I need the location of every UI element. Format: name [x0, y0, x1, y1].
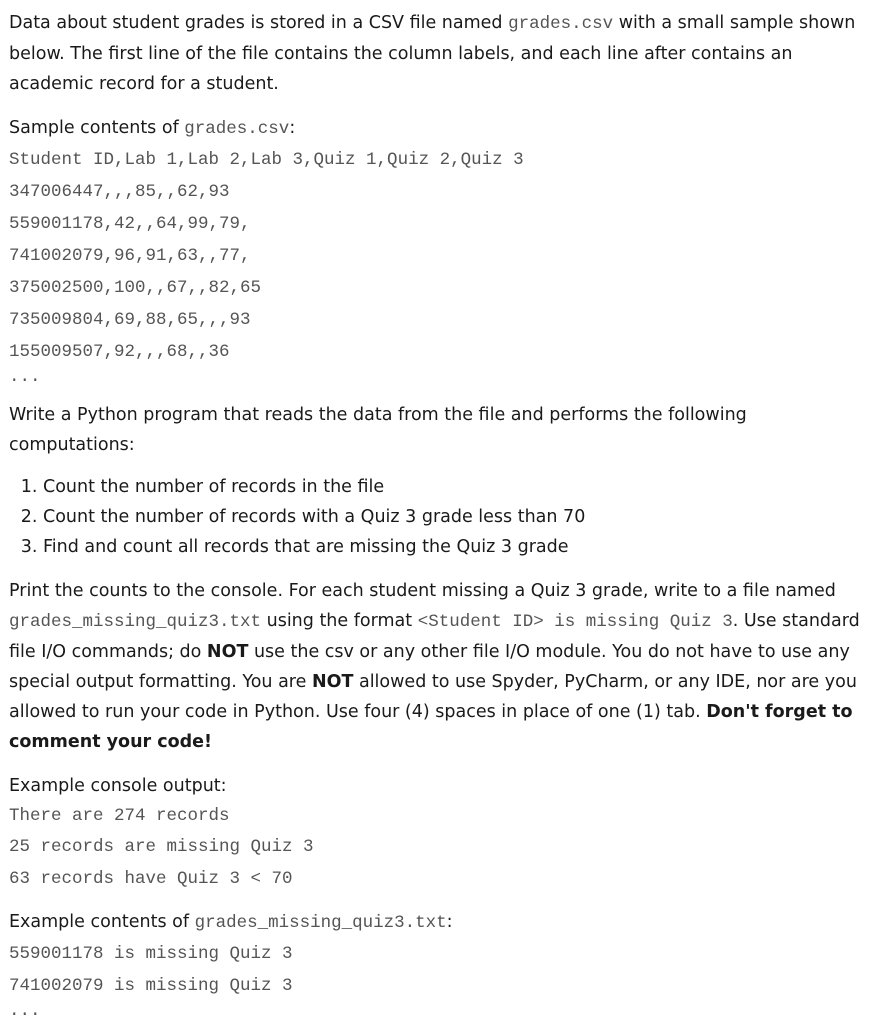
task-item: 1. Count the number of records in the file: [43, 472, 867, 502]
output-line: 741002079 is missing Quiz 3: [9, 976, 293, 996]
output-ellipsis: ...: [9, 1001, 41, 1021]
instructions-paragraph: Print the counts to the console. For each student missing a Quiz 3 grade, write to a file named grades_missing_quiz3.txt using the format <Student ID> is missing Quiz 3. Use standard file I/O commands; do NOT use the csv or any other file I/O module. You do not have to use any special output formatting. You are NOT allowed to use Spyder, PyCharm, or any IDE, nor are you allowed to run your code in Python. Use four (4) spaces in place of one (1) tab. Don't forget to comment your code!: [9, 581, 860, 752]
console-output-block: [9, 801, 867, 895]
console-line: 63 records have Quiz 3 < 70: [9, 869, 293, 889]
intro-text-after: with a small sample shown below. The first line of the file contains the column labels, and each line after contains an academic record for a student.: [9, 13, 856, 94]
csv-record-line: 375002500,100,,67,,82,65: [9, 278, 262, 298]
output-example-file-name: grades_missing_quiz3.txt: [194, 913, 447, 933]
sample-file-name: grades.csv: [184, 119, 290, 139]
task-item: 2. Count the number of records with a Quiz 3 grade less than 70: [43, 502, 867, 532]
emphasis-not: NOT: [311, 672, 354, 692]
comment-reminder: Don't forget to comment your code!: [9, 702, 853, 752]
output-line: 559001178 is missing Quiz 3: [9, 944, 293, 964]
output-example-block: [9, 938, 867, 1020]
console-label: Example console output:: [9, 776, 227, 796]
output-format: <Student ID> is missing Quiz 3: [417, 612, 733, 632]
csv-ellipsis: ...: [9, 367, 41, 387]
csv-record-line: 741002079,96,91,63,,77,: [9, 246, 251, 266]
task-item: 3. Find and count all records that are missing the Quiz 3 grade: [43, 532, 867, 562]
intro-text-before: Data about student grades is stored in a CSV file named: [9, 13, 509, 33]
csv-record-line: 155009507,92,,,68,,36: [9, 342, 230, 362]
console-line: There are 274 records: [9, 806, 230, 826]
output-example-label: Example contents of grades_missing_quiz3.txt:: [9, 912, 453, 933]
csv-sample-block: [9, 144, 867, 386]
output-file-name: grades_missing_quiz3.txt: [9, 612, 262, 632]
csv-record-line: 735009804,69,88,65,,,93: [9, 310, 251, 330]
sample-label: Sample contents of grades.csv:: [9, 118, 296, 139]
csv-record-line: 347006447,,,85,,62,93: [9, 182, 230, 202]
intro-paragraph: [9, 8, 867, 99]
emphasis-not: NOT: [206, 642, 249, 662]
intro-file-name: grades.csv: [508, 14, 614, 34]
task-list: [9, 472, 867, 562]
csv-header-line: Student ID,Lab 1,Lab 2,Lab 3,Quiz 1,Quiz 2,Quiz 3: [9, 150, 524, 170]
task-intro: Write a Python program that reads the data from the file and performs the following computations:: [9, 405, 747, 455]
assignment-document: [9, 8, 867, 1020]
csv-record-line: 559001178,42,,64,99,79,: [9, 214, 251, 234]
console-line: 25 records are missing Quiz 3: [9, 837, 314, 857]
